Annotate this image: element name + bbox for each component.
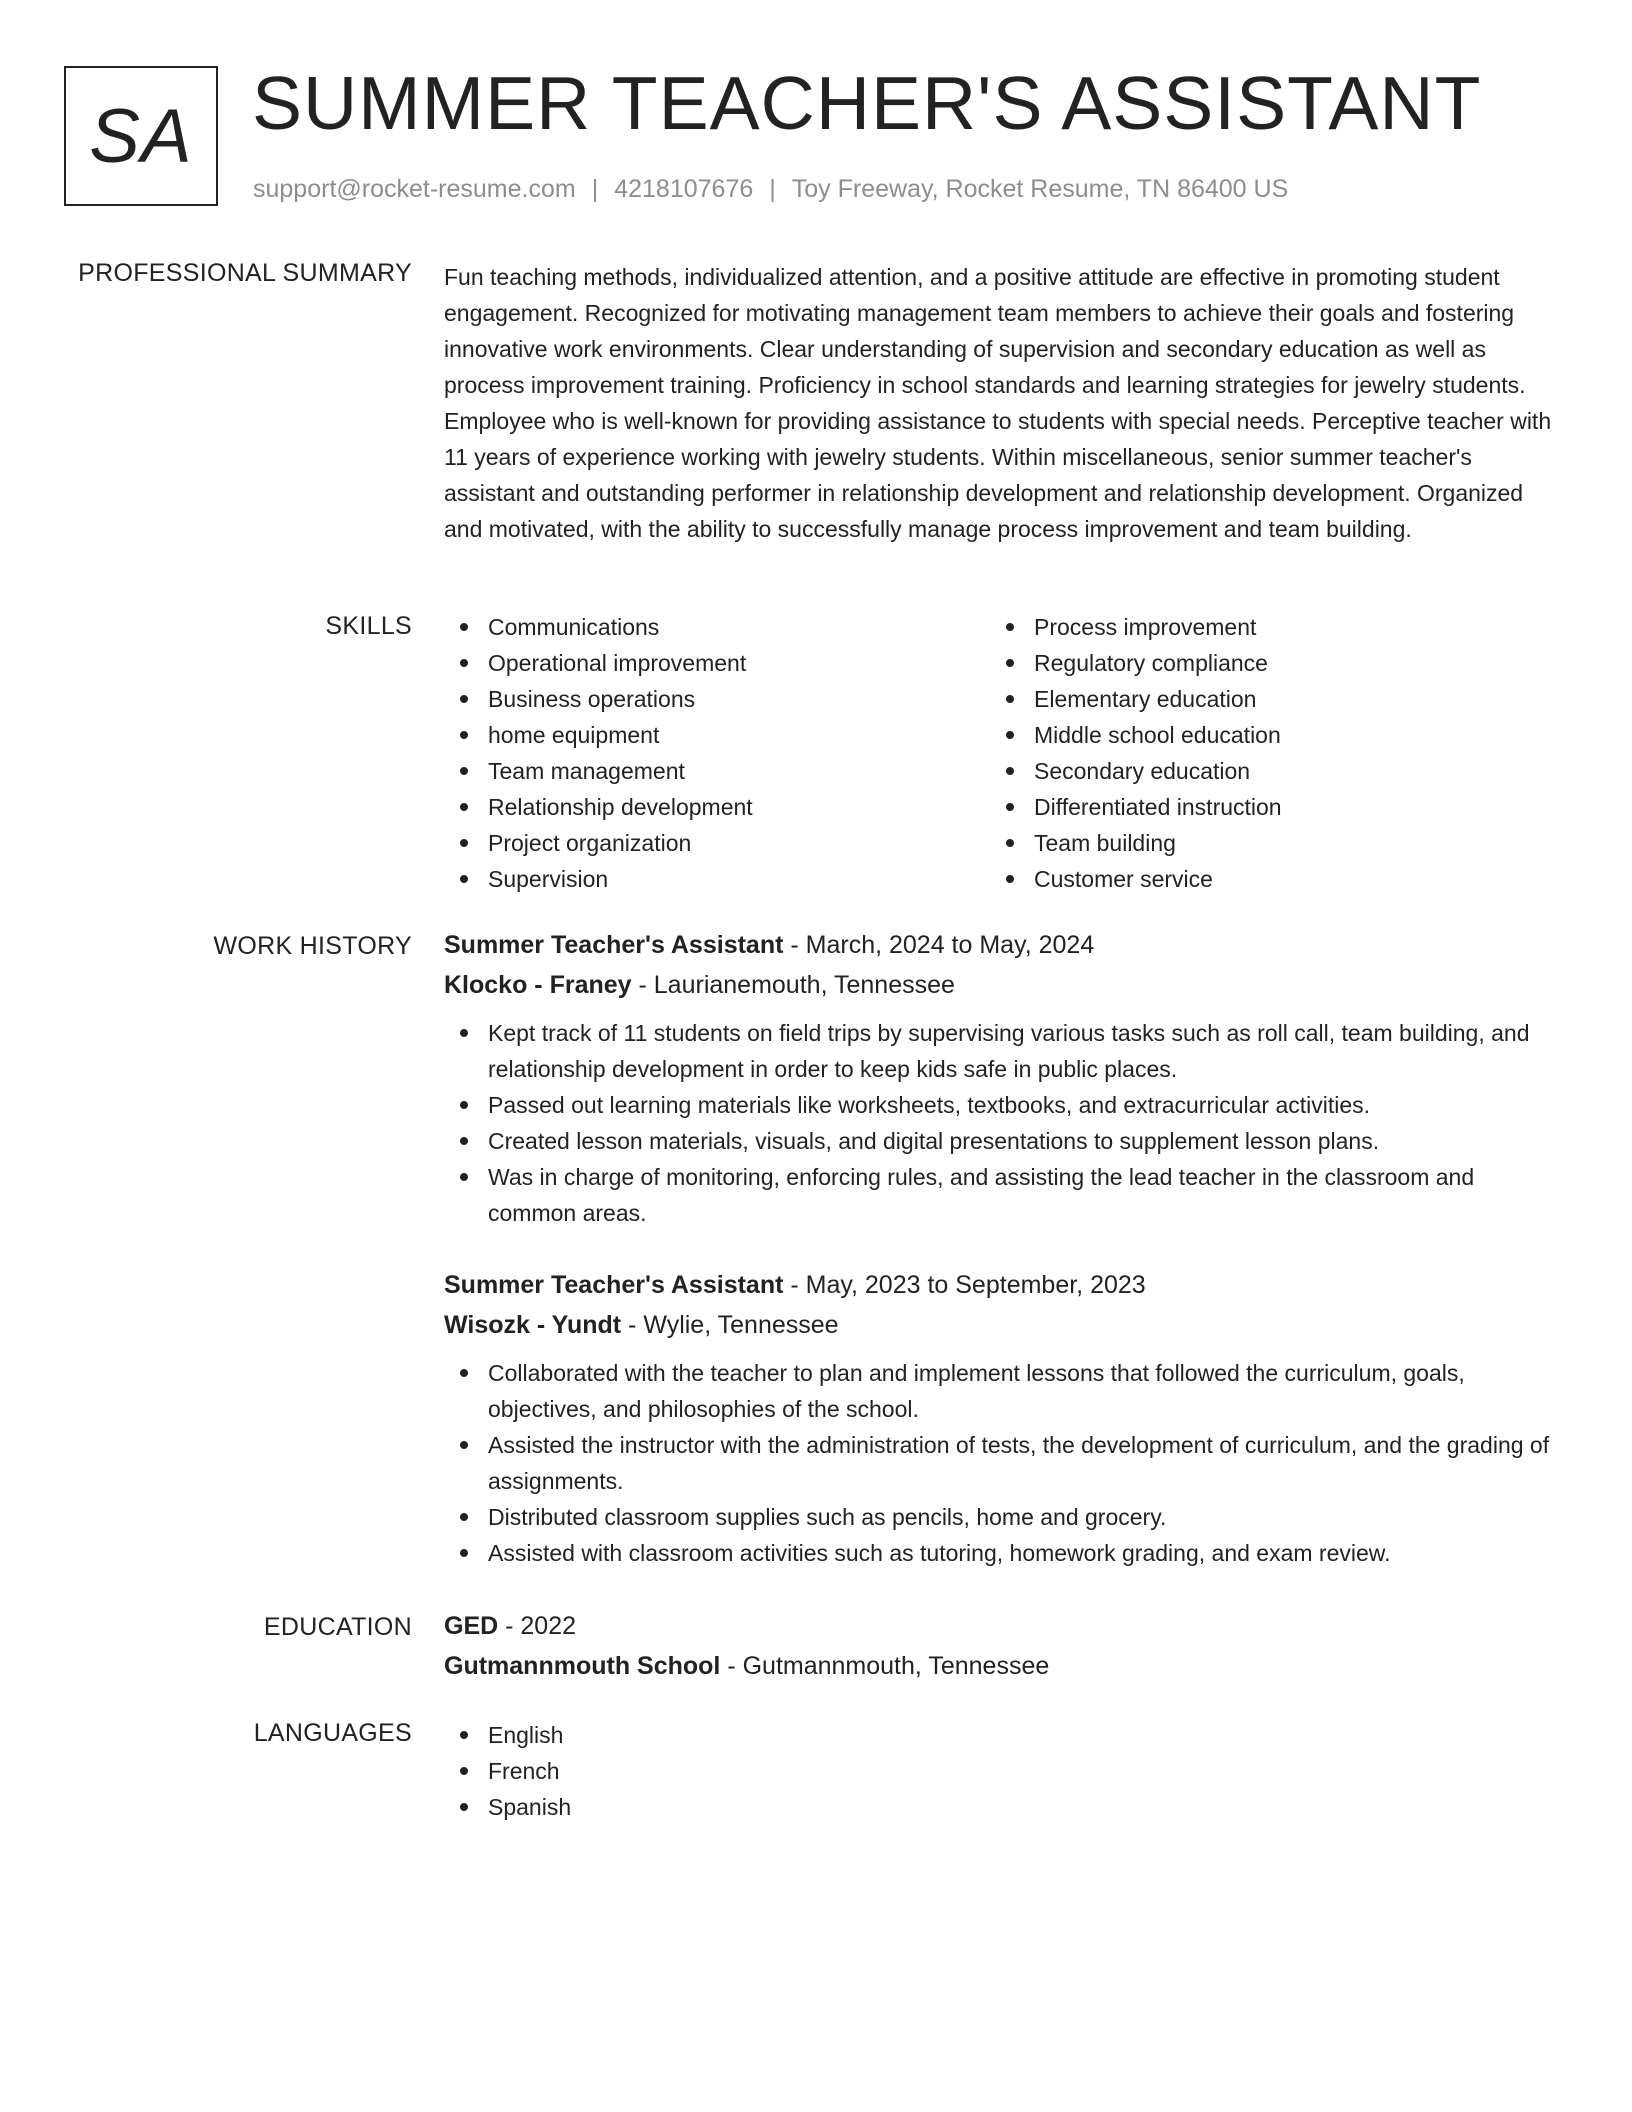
skill-item: Regulatory compliance xyxy=(990,645,1536,681)
languages-body xyxy=(444,1717,1559,1825)
summary-body xyxy=(444,259,1559,547)
skill-item: Business operations xyxy=(444,681,990,717)
work-history-title: WORK HISTORY xyxy=(213,932,412,960)
education-title: EDUCATION xyxy=(263,1613,412,1641)
contact-separator: | xyxy=(591,175,599,203)
languages-title: LANGUAGES xyxy=(253,1719,412,1747)
job-title-line xyxy=(444,1265,1559,1305)
job-duty: Assisted the instructor with the administration of tests, the development of curriculum, and the grading of assignments. xyxy=(444,1427,1559,1499)
summary-text: Fun teaching methods, individualized attention, and a positive attitude are effective in promoting student engagement. Recognized for motivating management team members to achieve their goals and fostering innovative work environments. Clear understanding of supervision and secondary education as well as process improvement training. Proficiency in school standards and learning strategies for jewelry students. Employee who is well-known for providing assistance to students with special needs. Perceptive teacher with 11 years of experience working with jewelry students. Within miscellaneous, senior summer teacher's assistant and outstanding performer in relationship development and relationship development. Organized and motivated, with the ability to successfully manage process improvement and team building. xyxy=(444,264,1552,542)
job-duty: Created lesson materials, visuals, and digital presentations to supplement lesson plans. xyxy=(444,1123,1559,1159)
contact-phone: 4218107676 xyxy=(614,175,754,203)
skill-item: Differentiated instruction xyxy=(990,789,1536,825)
skill-item: Process improvement xyxy=(990,609,1536,645)
job-duty: Was in charge of monitoring, enforcing rules, and assisting the lead teacher in the classroom and common areas. xyxy=(444,1159,1559,1231)
contact-address: Toy Freeway, Rocket Resume, TN 86400 US xyxy=(791,175,1289,203)
contact-line xyxy=(253,174,1288,204)
summary-title: PROFESSIONAL SUMMARY xyxy=(78,259,412,287)
job-duties xyxy=(444,1015,1559,1231)
skill-item: Team management xyxy=(444,753,990,789)
skills-list-right xyxy=(990,609,1536,897)
job-company-line xyxy=(444,965,1559,1005)
job-entry xyxy=(444,1265,1559,1571)
language-item: Spanish xyxy=(444,1789,1559,1825)
job-company-line xyxy=(444,1305,1559,1345)
education-school-line xyxy=(444,1646,1559,1686)
job-dates: - March, 2024 to May, 2024 xyxy=(783,931,1095,959)
skills-title: SKILLS xyxy=(325,612,412,640)
education-body xyxy=(444,1606,1559,1686)
initials: SA xyxy=(89,93,193,179)
education-location: - Gutmannmouth, Tennessee xyxy=(720,1652,1050,1680)
job-location: - Wylie, Tennessee xyxy=(621,1311,839,1339)
skill-item: Customer service xyxy=(990,861,1536,897)
skill-item: Supervision xyxy=(444,861,990,897)
candidate-name: SUMMER TEACHER'S ASSISTANT xyxy=(252,61,1482,145)
education-degree: GED xyxy=(444,1612,499,1640)
skills-body xyxy=(444,609,1559,897)
education-degree-line xyxy=(444,1606,1559,1646)
job-duty: Assisted with classroom activities such as tutoring, homework grading, and exam review. xyxy=(444,1535,1559,1571)
job-company: Wisozk - Yundt xyxy=(444,1311,622,1339)
job-entry xyxy=(444,925,1559,1231)
skill-item: Middle school education xyxy=(990,717,1536,753)
job-duty: Passed out learning materials like worksheets, textbooks, and extracurricular activities. xyxy=(444,1087,1559,1123)
job-duty: Kept track of 11 students on field trips by supervising various tasks such as roll call, team building, and relationship development in order to keep kids safe in public places. xyxy=(444,1015,1559,1087)
skill-item: Operational improvement xyxy=(444,645,990,681)
monogram-logo xyxy=(64,66,218,206)
job-title-line xyxy=(444,925,1559,965)
contact-email: support@rocket-resume.com xyxy=(253,175,576,203)
job-company: Klocko - Franey xyxy=(444,971,632,999)
skills-list-left xyxy=(444,609,990,897)
skill-item: Relationship development xyxy=(444,789,990,825)
skill-item: Project organization xyxy=(444,825,990,861)
skills-grid xyxy=(444,609,1559,897)
language-item: French xyxy=(444,1753,1559,1789)
education-school: Gutmannmouth School xyxy=(444,1652,721,1680)
languages-list xyxy=(444,1717,1559,1825)
contact-separator: | xyxy=(769,175,776,203)
job-role: Summer Teacher's Assistant xyxy=(444,1271,784,1299)
work-history-body xyxy=(444,925,1559,1605)
skill-item: home equipment xyxy=(444,717,990,753)
job-dates: - May, 2023 to September, 2023 xyxy=(783,1271,1146,1299)
skill-item: Communications xyxy=(444,609,990,645)
language-item: English xyxy=(444,1717,1559,1753)
skill-item: Secondary education xyxy=(990,753,1536,789)
job-duties xyxy=(444,1355,1559,1571)
job-duty: Collaborated with the teacher to plan and implement lessons that followed the curriculum, goals, objectives, and philosophies of the school. xyxy=(444,1355,1559,1427)
skill-item: Elementary education xyxy=(990,681,1536,717)
job-duty: Distributed classroom supplies such as pencils, home and grocery. xyxy=(444,1499,1559,1535)
skill-item: Team building xyxy=(990,825,1536,861)
job-location: - Laurianemouth, Tennessee xyxy=(631,971,955,999)
job-role: Summer Teacher's Assistant xyxy=(444,931,784,959)
education-year: - 2022 xyxy=(498,1612,577,1640)
